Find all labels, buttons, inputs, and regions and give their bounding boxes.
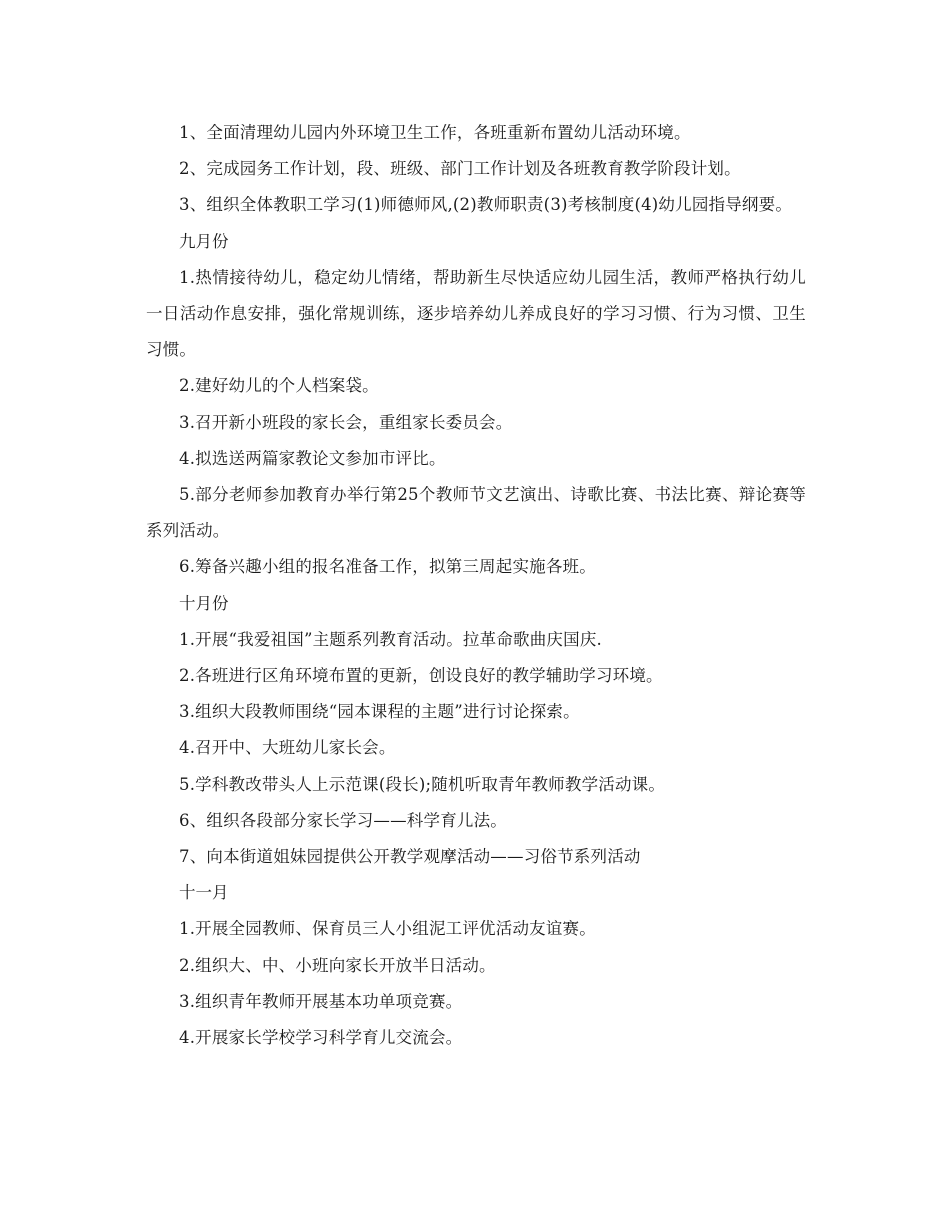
september-item-3: 3.召开新小班段的家长会，重组家长委员会。 [179, 412, 513, 432]
october-item-3: 3.组织大段教师围绕“园本课程的主题”进行讨论探索。 [179, 702, 580, 722]
september-item-5: 5.部分老师参加教育办举行第25个教师节文艺演出、诗歌比赛、书法比赛、辩论赛等系列活动。 [146, 485, 806, 541]
september-item-2: 2.建好幼儿的个人档案袋。 [179, 376, 379, 396]
document-body [146, 115, 806, 1056]
november-item-2: 2.组织大、中、小班向家长开放半日活动。 [179, 955, 496, 975]
september-item-6: 6.筹备兴趣小组的报名准备工作，拟第三周起实施各班。 [179, 557, 596, 577]
october-item-2: 2.各班进行区角环境布置的更新，创设良好的教学辅助学习环境。 [179, 666, 663, 686]
october-item-6: 6、组织各段部分家长学习——科学育儿法。 [179, 810, 507, 830]
october-item-5: 5.学科教改带头人上示范课(段长);随机听取青年教师教学活动课。 [179, 774, 666, 794]
paragraph-2: 2、完成园务工作计划，段、班级、部门工作计划及各班教育教学阶段计划。 [179, 159, 741, 179]
november-item-1: 1.开展全园教师、保育员三人小组泥工评优活动友谊赛。 [179, 919, 596, 939]
november-item-3: 3.组织青年教师开展基本功单项竞赛。 [179, 991, 463, 1011]
october-item-4: 4.召开中、大班幼儿家长会。 [179, 738, 396, 758]
paragraph-1: 1、全面清理幼儿园内外环境卫生工作，各班重新布置幼儿活动环境。 [179, 123, 691, 142]
october-item-7: 7、向本街道姐妹园提供公开教学观摩活动——习俗节系列活动 [179, 847, 641, 867]
paragraph-3: 3、组织全体教职工学习(1)师德师风,(2)教师职责(3)考核制度(4)幼儿园指导纲要。 [179, 195, 793, 215]
october-item-1: 1.开展“我爱祖国”主题系列教育活动。拉革命歌曲庆国庆. [179, 629, 602, 649]
september-item-4: 4.拟选送两篇家教论文参加市评比。 [179, 448, 446, 468]
september-item-1: 1.热情接待幼儿，稳定幼儿情绪，帮助新生尽快适应幼儿园生活，教师严格执行幼儿一日活动作息安排，强化常规训练，逐步培养幼儿养成良好的学习习惯、行为习惯、卫生习惯。 [146, 267, 806, 360]
section-heading-november: 十一月 [179, 883, 229, 903]
section-heading-september: 九月份 [179, 231, 229, 251]
november-item-4: 4.开展家长学校学习科学育儿交流会。 [179, 1028, 463, 1048]
section-heading-october: 十月份 [179, 593, 229, 613]
